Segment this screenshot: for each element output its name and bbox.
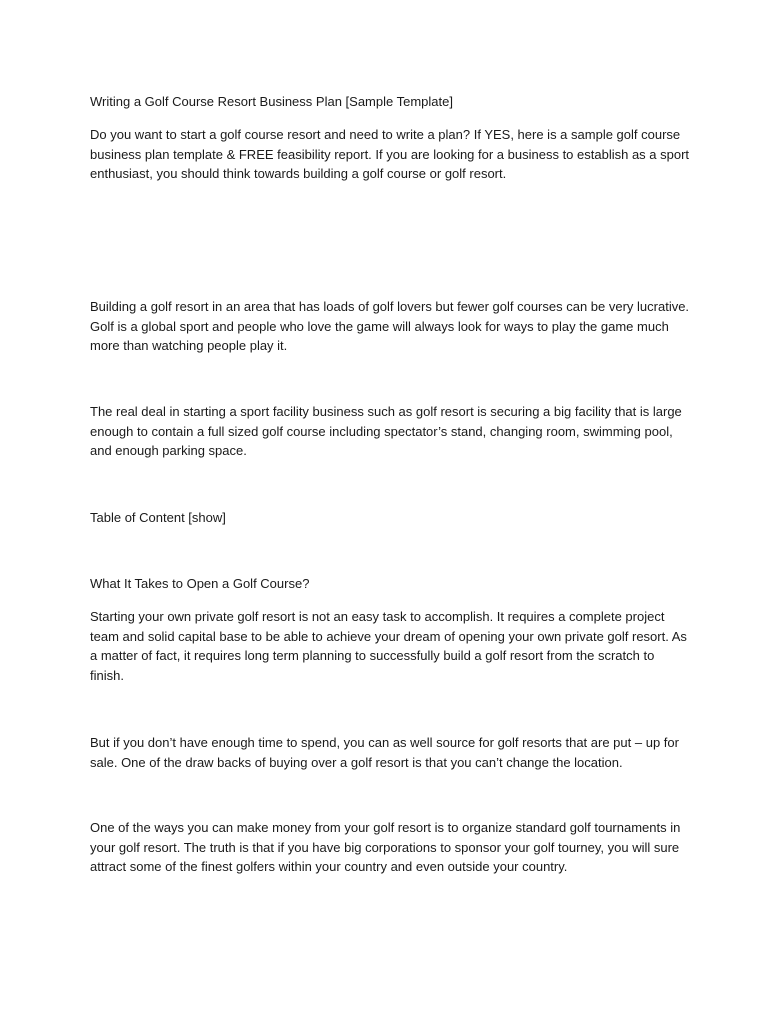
resort-for-sale-paragraph	[90, 733, 690, 772]
table-of-content	[90, 508, 690, 528]
text-line: a matter of fact, it requires long term planning to successfully build a golf resort from the scratch to	[90, 648, 655, 664]
text-line: sale. One of the draw backs of buying over a golf resort is that you can’t change the location.	[90, 754, 623, 770]
golf-lovers-paragraph	[90, 297, 690, 356]
text-line: One of the ways you can make money from your golf resort is to organize standard golf tournaments in	[90, 820, 681, 835]
text-line: The real deal in starting a sport facility business such as golf resort is securing a big facility that is large	[90, 404, 682, 419]
document-title	[90, 92, 690, 112]
text-line: business plan template & FREE feasibility report. If you are looking for a business to establish as a sport	[90, 146, 690, 162]
text-line: your golf resort. The truth is that if you have big corporations to sponsor your golf tourney, you will sure	[90, 839, 680, 855]
text-line: attract some of the finest golfers within your country and even outside your country.	[90, 859, 568, 875]
facility-paragraph	[90, 402, 690, 461]
text-line: more than watching people play it.	[90, 338, 288, 354]
section-heading	[90, 574, 690, 594]
text-line: finish.	[90, 667, 124, 683]
private-resort-paragraph	[90, 607, 690, 685]
text-line: Starting your own private golf resort is not an easy task to accomplish. It requires a complete project	[90, 609, 665, 624]
text-line: Table of Content [show]	[90, 510, 226, 525]
text-line: Writing a Golf Course Resort Business Plan [Sample Template]	[90, 94, 453, 109]
text-line: and enough parking space.	[90, 443, 247, 459]
text-line: Building a golf resort in an area that has loads of golf lovers but fewer golf courses can be very lucrative.	[90, 299, 690, 314]
text-line: team and solid capital base to be able to achieve your dream of opening your own private golf resort. As	[90, 628, 687, 644]
text-line: enough to contain a full sized golf course including spectator’s stand, changing room, swimming pool,	[90, 423, 673, 439]
text-line: But if you don’t have enough time to spend, you can as well source for golf resorts that are put – up for	[90, 735, 679, 750]
tournaments-paragraph	[90, 818, 690, 877]
text-line: What It Takes to Open a Golf Course?	[90, 576, 310, 591]
intro-paragraph	[90, 125, 690, 184]
text-line: Golf is a global sport and people who love the game will always look for ways to play the game much	[90, 318, 669, 334]
text-line: enthusiast, you should think towards building a golf course or golf resort.	[90, 166, 507, 182]
text-line: Do you want to start a golf course resort and need to write a plan? If YES, here is a sample golf course	[90, 127, 681, 142]
